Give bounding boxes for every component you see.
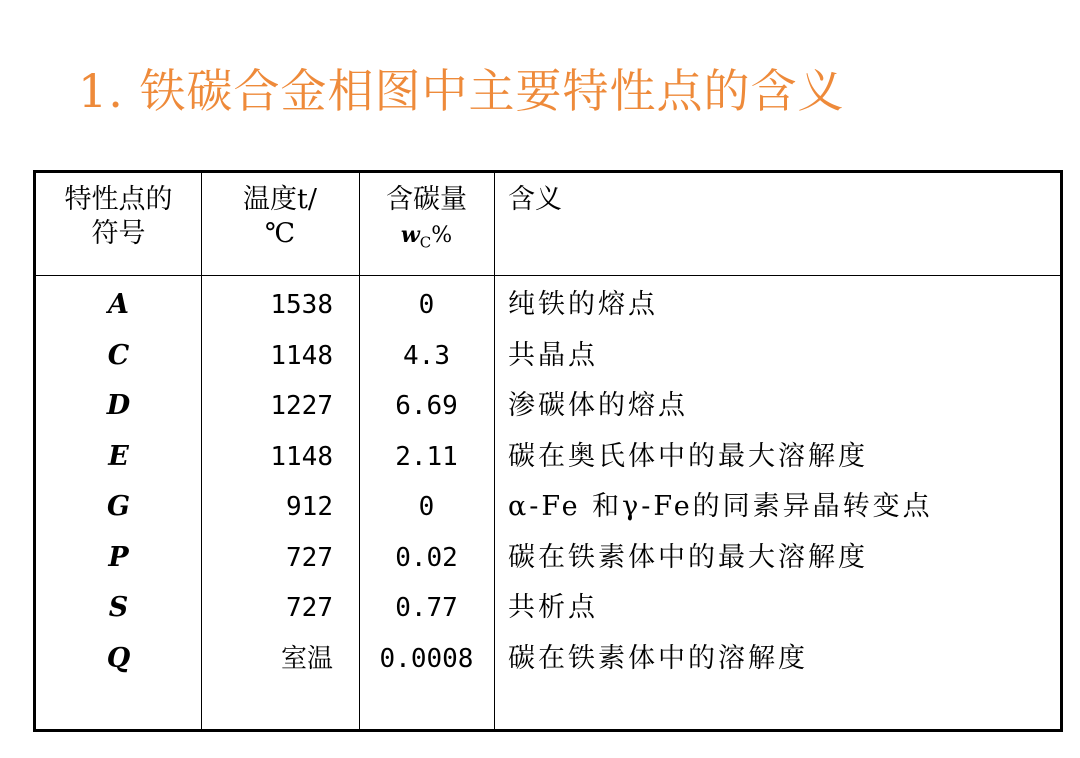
header-carbon — [359, 183, 494, 259]
cell-symbol: E — [108, 440, 129, 472]
header-symbol — [36, 183, 201, 251]
cell-meaning: 碳在奥氏体中的最大溶解度 — [508, 440, 868, 472]
characteristic-points-table — [33, 170, 1063, 732]
cell-symbol: A — [108, 289, 129, 320]
cell-carbon: 6.69 — [395, 391, 458, 421]
cell-temperature: 1538 — [270, 290, 333, 320]
cell-meaning: 碳在铁素体中的最大溶解度 — [508, 541, 868, 573]
table-row — [36, 331, 1060, 381]
page-title: 1. 铁碳合金相图中主要特性点的含义 — [78, 64, 845, 118]
cell-temperature: 1227 — [270, 391, 333, 421]
header-symbol-line1: 特性点的 — [64, 184, 173, 215]
header-temperature-line2: ℃ — [264, 218, 296, 249]
header-symbol-line2: 符号 — [91, 218, 146, 249]
cell-carbon: 4.3 — [403, 340, 450, 371]
cell-meaning: α-Fe 和γ-Fe的同素异晶转变点 — [508, 491, 933, 522]
cell-meaning: 共析点 — [508, 592, 598, 623]
cell-temperature: 912 — [286, 492, 333, 522]
cell-carbon: 0 — [418, 492, 435, 522]
table-row — [36, 634, 1060, 684]
cell-carbon: 0.0008 — [379, 643, 474, 674]
cell-symbol: S — [108, 592, 129, 623]
header-carbon-line2: $w_C\%$ — [400, 222, 453, 252]
cell-temperature: 727 — [286, 593, 333, 623]
cell-symbol: D — [106, 390, 131, 421]
header-temperature-line1: 温度t/ — [243, 184, 317, 215]
header-temperature — [201, 183, 359, 251]
cell-meaning: 纯铁的熔点 — [508, 289, 658, 320]
header-carbon-line1: 含碳量 — [386, 184, 467, 215]
header-meaning-text: 含义 — [508, 184, 562, 215]
cell-symbol: C — [107, 339, 130, 371]
table-row — [36, 280, 1060, 330]
table-row — [36, 432, 1060, 482]
cell-meaning: 碳在铁素体中的溶解度 — [508, 642, 808, 674]
cell-temperature: 1148 — [270, 340, 333, 371]
cell-temperature: 727 — [286, 542, 333, 573]
table-row — [36, 533, 1060, 583]
cell-symbol: P — [108, 541, 129, 573]
cell-temperature: 室温 — [280, 643, 333, 674]
cell-symbol: G — [106, 491, 131, 522]
table-row — [36, 482, 1060, 532]
header-meaning — [508, 183, 1048, 217]
cell-symbol: Q — [106, 642, 131, 674]
header-carbon-symbol: $w_C$ — [400, 222, 432, 252]
header-divider — [36, 275, 1060, 276]
cell-carbon: 0.77 — [395, 593, 458, 623]
cell-carbon: 0.02 — [395, 542, 458, 573]
table-row — [36, 583, 1060, 633]
cell-meaning: 渗碳体的熔点 — [508, 390, 688, 421]
cell-carbon: 0 — [418, 290, 435, 320]
cell-meaning: 共晶点 — [508, 339, 598, 371]
table-row — [36, 381, 1060, 431]
cell-carbon: 2.11 — [395, 441, 458, 472]
cell-temperature: 1148 — [270, 441, 333, 472]
